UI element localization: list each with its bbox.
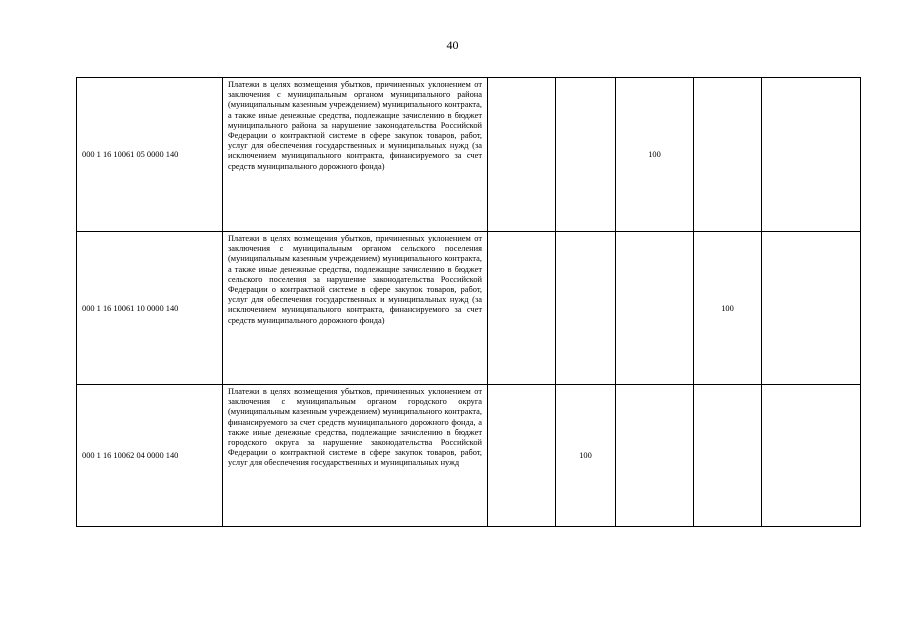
row-value-col-5 xyxy=(762,385,861,527)
row-value-col-5 xyxy=(762,232,861,385)
row-description: Платежи в целях возмещения убытков, причиненных уклонением от заключения с муниципальным органом сельского поселения (муниципальным казенным учреждением) муниципального контракта, а также иные денежные средства, подлежащие зачислению в бюджет сельского поселения за нарушение законодательства Российской Федерации о контрактной системе в сфере закупок товаров, работ, услуг для обеспечения государственных и муниципальных нужд (за исключением муниципального контракта, финансируемого за счет средств муниципального дорожного фонда) xyxy=(223,232,488,385)
row-code: 000 1 16 10061 10 0000 140 xyxy=(77,232,223,385)
page-number: 40 xyxy=(446,38,459,52)
row-value-col-1 xyxy=(488,385,556,527)
row-value-col-5 xyxy=(762,78,861,232)
table-row xyxy=(77,232,861,385)
row-value-col-2 xyxy=(556,78,616,232)
row-description: Платежи в целях возмещения убытков, причиненных уклонением от заключения с муниципальным органом муниципального района (муниципальным казенным учреждением) муниципального контракта, а также иные денежные средства, подлежащие зачислению в бюджет муниципального района за нарушение законодательства Российской Федерации о контрактной системе в сфере закупок товаров, работ, услуг для обеспечения государственных и муниципальных нужд (за исключением муниципального контракта, финансируемого за счет средств муниципального дорожного фонда) xyxy=(223,78,488,232)
row-value-col-4 xyxy=(694,78,762,232)
row-code: 000 1 16 10062 04 0000 140 xyxy=(77,385,223,527)
row-value-col-3: 100 xyxy=(616,78,694,232)
row-code: 000 1 16 10061 05 0000 140 xyxy=(77,78,223,232)
row-value-col-2: 100 xyxy=(556,385,616,527)
row-value-col-4: 100 xyxy=(694,232,762,385)
row-value-col-4 xyxy=(694,385,762,527)
table-row xyxy=(77,385,861,527)
table-row xyxy=(77,78,861,232)
row-value-col-2 xyxy=(556,232,616,385)
row-value-col-1 xyxy=(488,232,556,385)
budget-classification-table xyxy=(76,77,861,527)
row-value-col-1 xyxy=(488,78,556,232)
row-value-col-3 xyxy=(616,232,694,385)
row-description: Платежи в целях возмещения убытков, причиненных уклонением от заключения с муниципальным органом городского округа (муниципальным казенным учреждением) муниципального контракта, финансируемого за счет средств муниципального дорожного фонда, а также иные денежные средства, подлежащие зачислению в бюджет городского округа за нарушение законодательства Российской Федерации о контрактной системе в сфере закупок товаров, работ, услуг для обеспечения государственных и муниципальных нужд xyxy=(223,385,488,527)
row-value-col-3 xyxy=(616,385,694,527)
